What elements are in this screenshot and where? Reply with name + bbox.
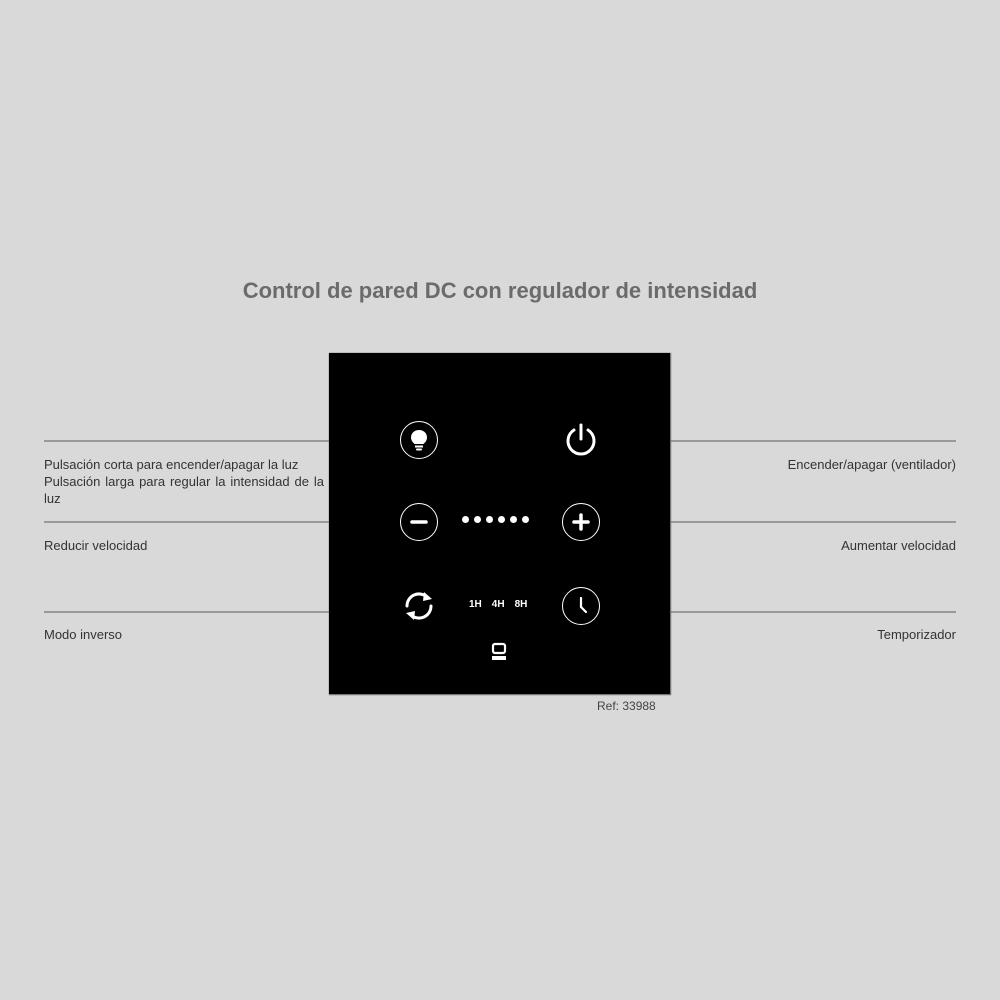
light-label-short-press: Pulsación corta para encender/apagar la luz [44,457,299,472]
timer-button-label: Temporizador [877,627,956,642]
timer-option-1h: 1H [469,599,482,610]
timer-option-4h: 4H [491,599,505,610]
decrease-speed-button[interactable] [400,503,438,541]
plus-icon [571,512,591,532]
wall-control-panel [329,353,671,695]
speed-level-dot [462,516,469,523]
speed-level-dot [498,516,505,523]
reverse-button-label: Modo inverso [44,627,123,642]
sleep-mode-icon [489,641,509,663]
increase-speed-button[interactable] [562,503,600,541]
increase-button-label: Aumentar velocidad [841,538,956,553]
light-label-long-press: Pulsación larga para regular la intensidad de la luz [44,474,324,506]
power-button-label: Encender/apagar (ventilador) [787,457,956,472]
timer-option-8h: 8H [514,599,528,610]
speed-level-dot [510,516,517,523]
timer-options [469,599,527,610]
speed-level-dot [486,516,493,523]
sleep-mode-button[interactable] [489,641,509,663]
light-button-label [44,456,324,507]
reference-number: Ref: 33988 [597,699,656,713]
timer-button[interactable] [562,587,600,625]
speed-level-dot [474,516,481,523]
minus-icon [409,512,429,532]
light-button[interactable] [400,421,438,459]
reverse-mode-button[interactable] [400,587,438,625]
speed-level-dot [522,516,529,523]
power-button[interactable] [562,421,600,459]
power-icon [562,421,600,459]
light-bulb-icon [408,428,430,452]
page-title: Control de pared DC con regulador de intensidad [242,278,758,303]
reverse-icon [400,587,438,625]
speed-level-indicator [462,516,529,523]
decrease-button-label: Reducir velocidad [44,538,148,553]
clock-icon [569,594,593,618]
